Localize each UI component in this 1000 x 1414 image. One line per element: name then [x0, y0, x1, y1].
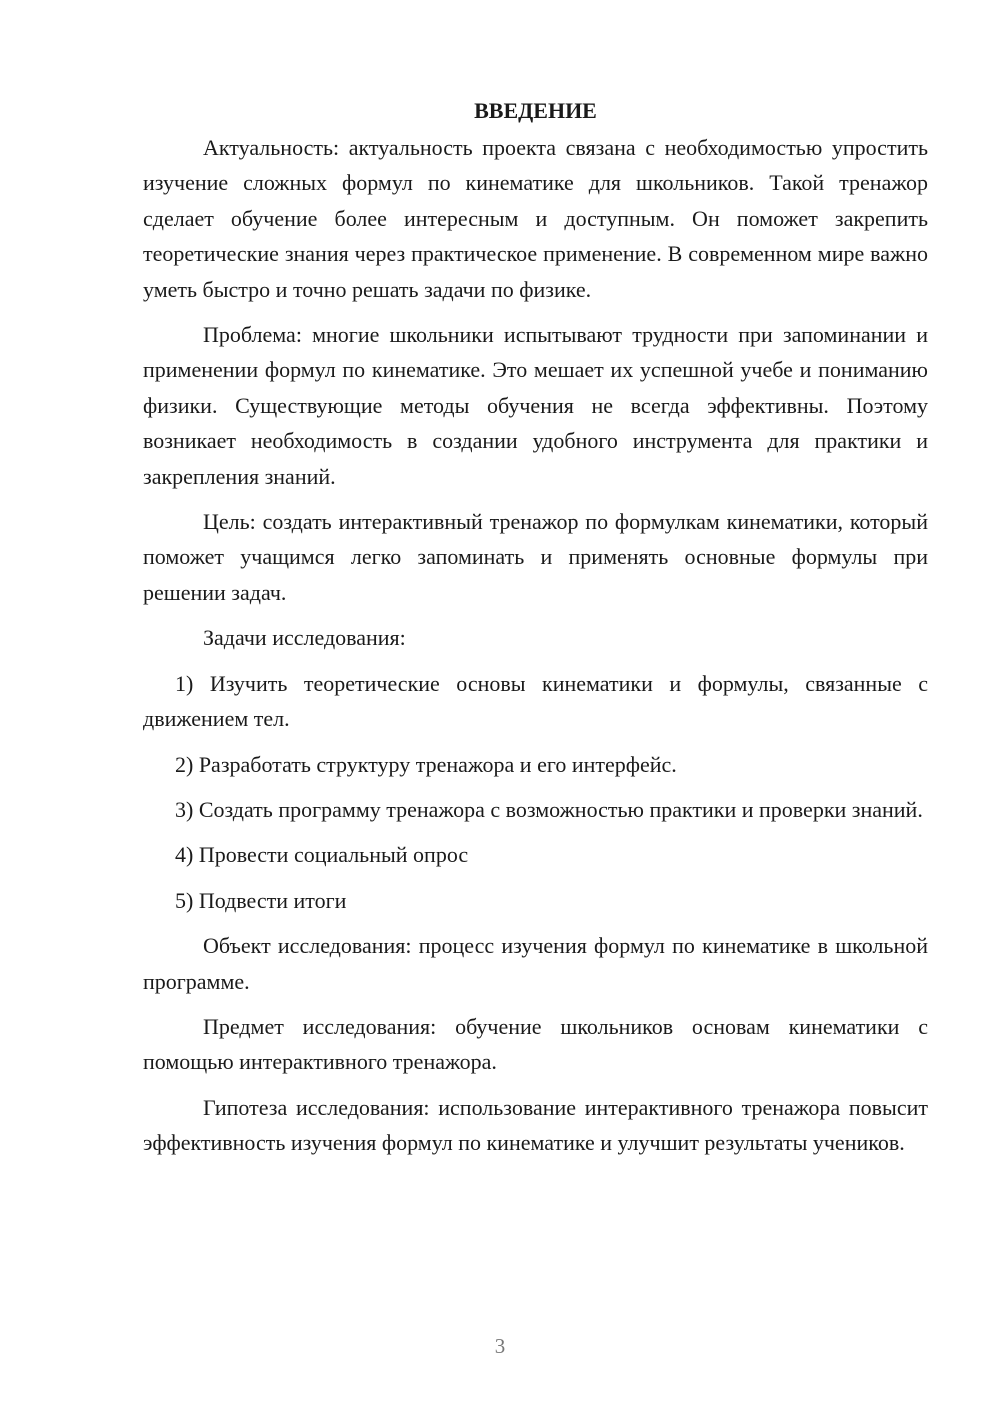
paragraph-problem: Проблема: многие школьники испытывают трудности при запоминании и применении формул по кинематике. Это мешает их успешной учебе и пониманию физики. Существующие методы обучения не всегда эффективны. Поэтому возникает необходимость в создании удобного инструмента для практики и закрепления знаний. — [143, 322, 928, 489]
document-page — [143, 96, 928, 1171]
paragraph-tasks-heading: Задачи исследования: — [203, 625, 406, 651]
task-item-3: 3) Создать программу тренажора с возможностью практики и проверки знаний. — [175, 796, 923, 822]
section-title: ВВЕДЕНИЕ — [474, 98, 597, 123]
task-item-5: 5) Подвести итоги — [175, 887, 347, 913]
paragraph-goal: Цель: создать интерактивный тренажор по формулкам кинематики, который поможет учащимся легко запоминать и применять основные формулы при решении задач. — [143, 509, 928, 605]
paragraph-hypothesis: Гипотеза исследования: использование интерактивного тренажора повысит эффективность изучения формул по кинематике и улучшит результаты учеников. — [143, 1094, 928, 1156]
page-number: 3 — [494, 1334, 506, 1358]
task-item-1: 1) Изучить теоретические основы кинематики и формулы, связанные с движением тел. — [143, 670, 928, 732]
task-item-2: 2) Разработать структуру тренажора и его интерфейс. — [175, 751, 677, 777]
task-item-4: 4) Провести социальный опрос — [175, 842, 469, 868]
paragraph-object: Объект исследования: процесс изучения формул по кинематике в школьной программе. — [143, 933, 928, 994]
paragraph-subject: Предмет исследования: обучение школьников основам кинематики с помощью интерактивного тренажора. — [143, 1013, 928, 1075]
paragraph-relevance: Актуальность: актуальность проекта связана с необходимостью упростить изучение сложных формул по кинематике для школьников. Такой тренажор сделает обучение более интересным и доступным. Он поможет закрепить теоретические знания через практическое применение. В современном мире важно уметь быстро и точно решать задачи по физике. — [143, 135, 928, 302]
